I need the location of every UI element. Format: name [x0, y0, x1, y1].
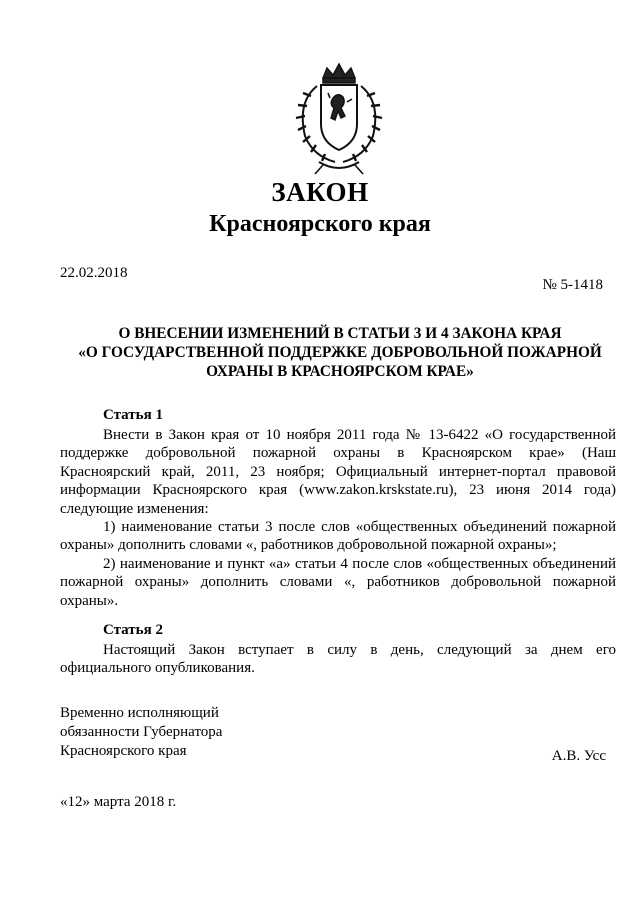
article-1-line: поддержке добровольной пожарной охраны в Красноярском крае» (Наш — [60, 445, 616, 462]
article-1-body — [60, 426, 616, 610]
law-number: № 5-1418 — [542, 277, 603, 293]
krasnoyarsk-coat-of-arms-icon — [283, 58, 395, 176]
heading-line: ОХРАНЫ В КРАСНОЯРСКОМ КРАЕ» — [206, 363, 474, 380]
article-2-body — [60, 641, 616, 678]
law-date: 22.02.2018 — [60, 265, 128, 281]
article-1-line: 1) наименование статьи 3 после слов «общественных объединений пожарной — [103, 519, 616, 536]
article-2-line: официального опубликования. — [60, 660, 255, 677]
article-1-line: охраны». — [60, 592, 119, 609]
article-1-line: следующие изменения: — [60, 500, 209, 517]
signer-position-line: Временно исполняющий — [60, 705, 219, 721]
signer-position-line: обязанности Губернатора — [60, 724, 223, 740]
article-1-line: охраны» дополнить словами «, работников добровольной пожарной охраны»; — [60, 537, 557, 554]
article-1-line: Красноярский край, 2011, 23 ноября; Официальный интернет-портал правовой — [60, 463, 616, 480]
article-2-line: Настоящий Закон вступает в силу в день, следующий за днем его — [103, 642, 616, 658]
article-1-title: Статья 1 — [103, 407, 163, 423]
heading-line: О ВНЕСЕНИИ ИЗМЕНЕНИЙ В СТАТЬИ 3 И 4 ЗАКОНА КРАЯ — [118, 325, 562, 342]
signer-position-line: Красноярского края — [60, 743, 187, 759]
article-1-line: пожарной охраны» дополнить словами «, работников добровольной пожарной — [60, 574, 616, 591]
article-2-title: Статья 2 — [103, 622, 163, 638]
law-heading — [60, 324, 620, 381]
article-1-line: информации Красноярского края (www.zakon.krskstate.ru), 23 июня 2014 года) — [60, 482, 616, 499]
signer-name: А.В. Усс — [551, 748, 606, 764]
article-1-line: 2) наименование и пункт «а» статьи 4 после слов «общественных объединений — [103, 555, 616, 572]
heading-line: «О ГОСУДАРСТВЕННОЙ ПОДДЕРЖКЕ ДОБРОВОЛЬНОЙ ПОЖАРНОЙ — [78, 344, 602, 361]
document-subtitle: Красноярского края — [209, 211, 431, 237]
signing-date: «12» марта 2018 г. — [60, 794, 177, 810]
document-title: ЗАКОН — [271, 177, 369, 207]
signer-position — [60, 704, 222, 761]
article-1-line: Внести в Закон края от 10 ноября 2011 года № 13-6422 «О государственной — [103, 427, 616, 443]
